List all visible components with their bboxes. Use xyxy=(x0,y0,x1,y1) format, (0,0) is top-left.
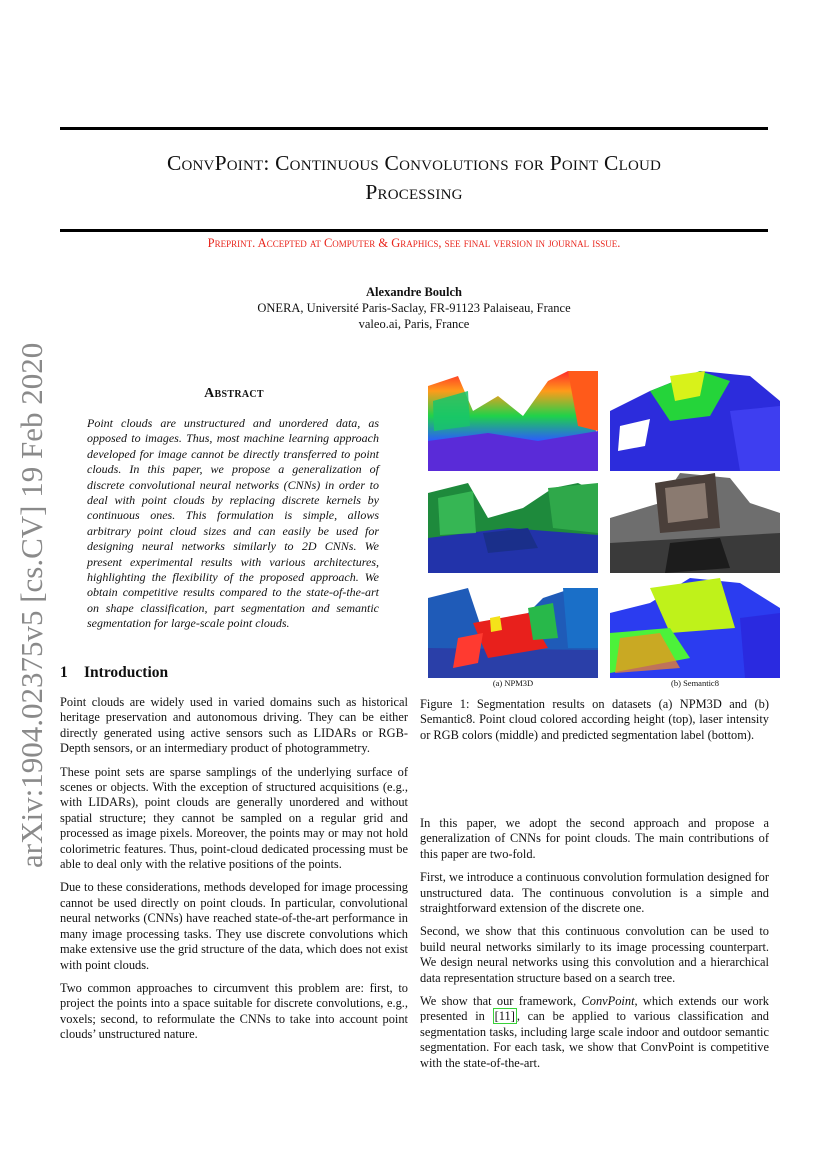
figure-panel-semantic8-labels xyxy=(610,578,780,678)
paragraph: First, we introduce a continuous convolution formulation designed for unstructured data. The continuous convolution is a simple and straightforward extension of the discrete one. xyxy=(420,870,769,916)
figure-caption: Figure 1: Segmentation results on datasets (a) NPM3D and (b) Semantic8. Point cloud colored according height (top), laser intensity or RGB colors (middle) and predicted segmentation label (bottom). xyxy=(420,697,769,742)
abstract-heading: Abstract xyxy=(204,386,264,401)
figure-panel-semantic8-height xyxy=(610,371,780,471)
figure-panel-semantic8-rgb xyxy=(610,473,780,573)
arxiv-side-stamp: arXiv:1904.02375v5 [cs.CV] 19 Feb 2020 xyxy=(14,342,49,868)
figure-subcaption-a: (a) NPM3D xyxy=(492,678,534,688)
paragraph: Point clouds are widely used in varied domains such as historical heritage preservation and autonomous driving. They can be either directly generated using active sensors such as LIDARs or RGB-Depth sensors, or an intermediary product of photogrammetry. xyxy=(60,695,408,756)
author-affiliation-2: valeo.ai, Paris, France xyxy=(358,317,470,331)
figure-panel-npm3d-height xyxy=(428,371,598,471)
abstract-text: Point clouds are unstructured and unordered data, as opposed to images. Thus, most machine learning approach developed for image cannot be directly transferred to point clouds. In this paper, we propose a generalization of discrete convolutional neural networks (CNNs) in order to deal with point clouds by replacing discrete kernels by continuous ones. This formulation is simple, allows arbitrary point cloud sizes and can easily be used for designing neural networks similarly to 2D CNNs. We present experimental results with various architectures, highlighting the flexibility of the proposed approach. We obtain competitive results compared to the state-of-the-art on shape classification, part segmentation and semantic segmentation for large-scale point clouds. xyxy=(87,416,379,631)
section-number: 1 xyxy=(60,664,68,681)
paper-title-line1: ConvPoint: Continuous Convolutions for Point Cloud xyxy=(166,151,662,175)
figure-subcaption-b: (b) Semantic8 xyxy=(671,678,719,688)
text-fragment: , can be applied to various classification and segmentation tasks, including large scale indoor and outdoor semantic segmentation. For each task, we show that ConvPoint is competitive with the state-of-the-art. xyxy=(420,1009,769,1070)
title-bottom-rule xyxy=(60,229,768,232)
paragraph: These point sets are sparse samplings of the underlying surface of scenes or objects. With the exception of structured acquisitions (e.g., with LIDARs), point clouds are generally unordered and without spatial structure; they cannot be sampled on a regular grid and processed as image pixels. Moreover, the points may or may not hold colorimetric features. Thus, point-cloud dedicated processing must be able to deal only with the relative positions of the points. xyxy=(60,764,408,872)
left-column-body xyxy=(60,695,408,1051)
preprint-note: Preprint. Accepted at Computer & Graphics, see final version in journal issue. xyxy=(207,236,621,250)
paragraph: Second, we show that this continuous convolution can be used to build neural networks similarly to its image processing counterpart. We design neural networks using this convolution and a hierarchical data representation structure based on a search tree. xyxy=(420,924,769,985)
paragraph: Due to these considerations, methods developed for image processing cannot be used directly on point clouds. In particular, convolutional neural networks (CNNs) have reached state-of-the-art performance in many image processing tasks. They use discrete convolutions which make extensive use the grid structure of the data, which does not exist with point clouds. xyxy=(60,880,408,972)
right-column-body xyxy=(420,816,769,1079)
section-title: Introduction xyxy=(84,664,169,681)
figure-panel-npm3d-intensity xyxy=(428,473,598,573)
text-fragment: We show that our framework, xyxy=(420,994,582,1009)
paper-title-line2: Processing xyxy=(365,180,463,204)
paragraph xyxy=(420,994,769,1071)
text-fragment: , which extends our work presented in xyxy=(420,994,769,1024)
top-rule xyxy=(60,127,768,130)
paragraph: In this paper, we adopt the second approach and propose a generalization of CNNs for point clouds. The main contributions of this paper are two-fold. xyxy=(420,816,769,861)
citation-link[interactable]: [11] xyxy=(494,1009,515,1024)
method-name: ConvPoint xyxy=(581,994,635,1009)
figure-panel-npm3d-labels xyxy=(428,578,598,678)
author-affiliation-1: ONERA, Université Paris-Saclay, FR-91123 Palaiseau, France xyxy=(257,301,571,315)
author-name: Alexandre Boulch xyxy=(366,285,462,299)
paragraph: Two common approaches to circumvent this problem are: first, to project the points into a space suitable for discrete convolutions, e.g., voxels; second, to reformulate the CNNs to take into account point clouds’ unstructured nature. xyxy=(60,980,408,1042)
section-heading xyxy=(60,664,168,682)
